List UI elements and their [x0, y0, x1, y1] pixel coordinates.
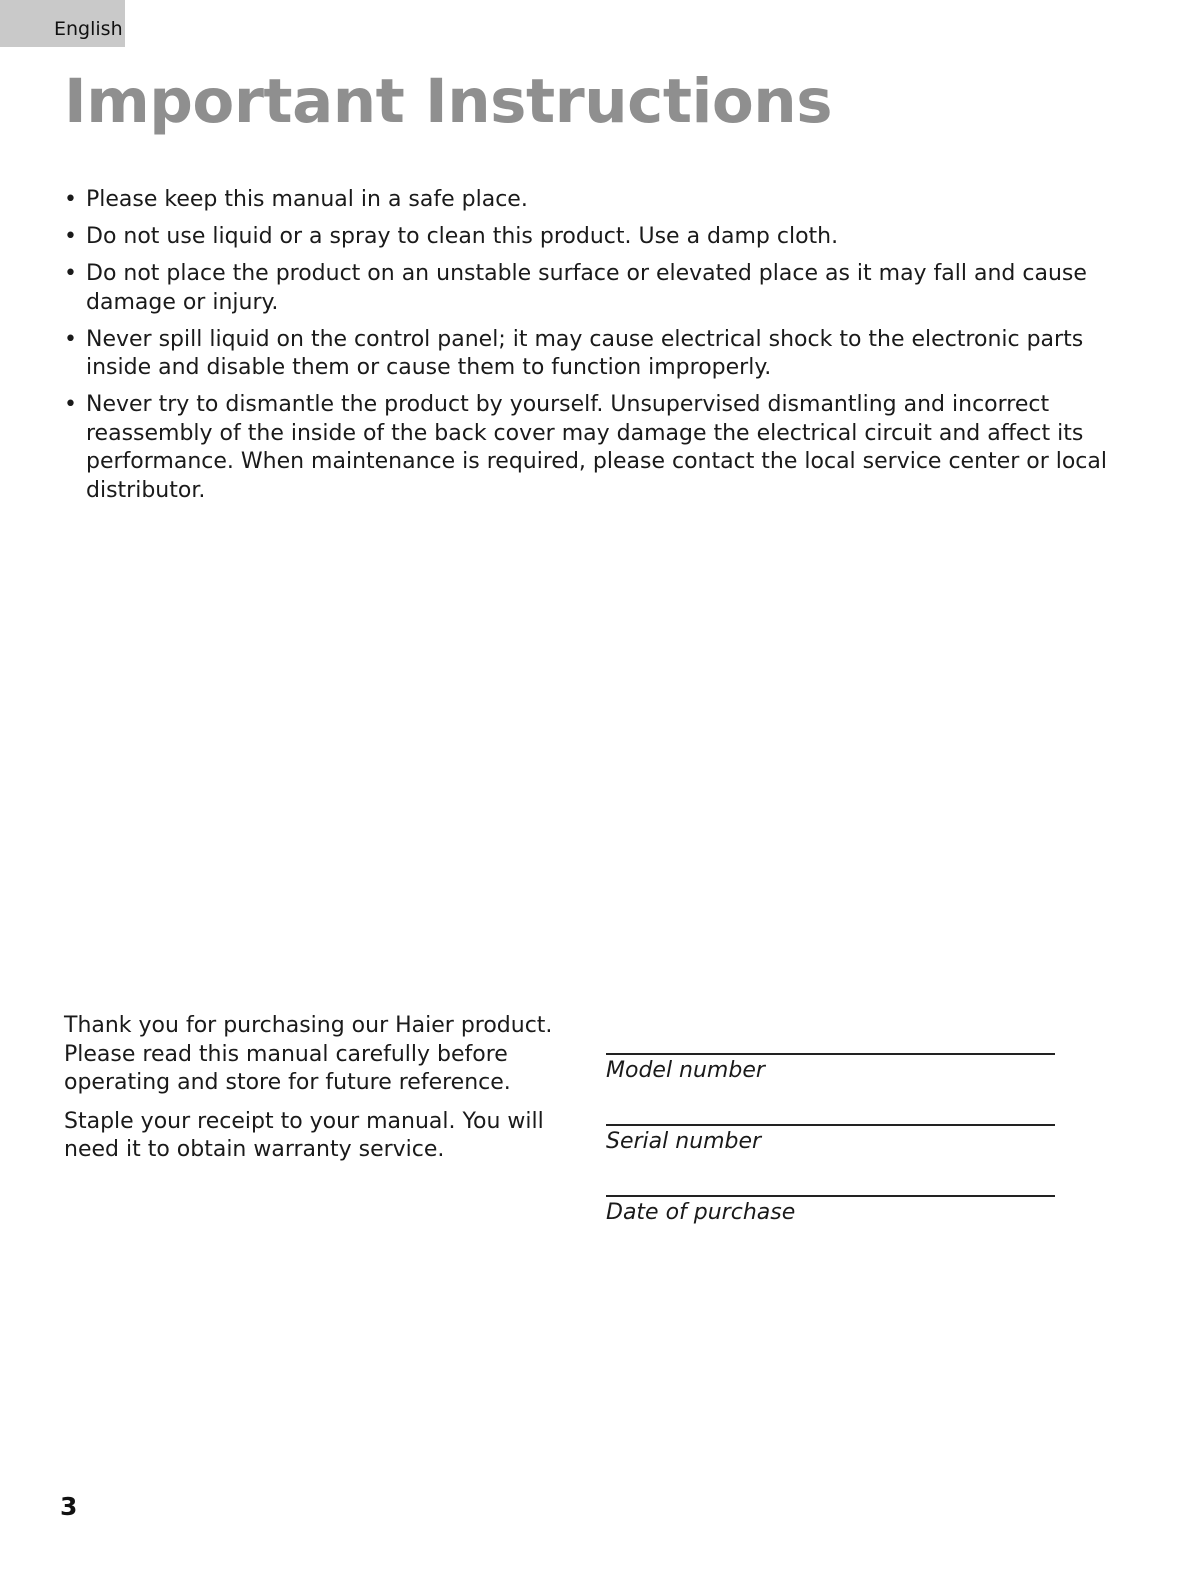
bullet-icon: • [64, 261, 77, 286]
list-item [64, 186, 1120, 215]
list-item-text: Never spill liquid on the control panel; it may cause electrical shock to the electronic parts inside and disable them or cause them to function improperly. [86, 326, 1084, 380]
receipt-paragraph: Staple your receipt to your manual. You will need it to obtain warranty service. [64, 1108, 544, 1162]
model-number-label: Model number [606, 1058, 765, 1083]
serial-number-field [606, 1124, 1055, 1157]
page-title: Important Instructions [64, 66, 833, 137]
bullet-icon: • [64, 187, 77, 212]
serial-number-label: Serial number [606, 1129, 762, 1154]
list-item [64, 223, 1120, 252]
list-item [64, 326, 1120, 383]
model-number-field [606, 1053, 1055, 1086]
instruction-list [64, 186, 1120, 514]
intro-text [64, 1012, 586, 1175]
thanks-paragraph: Thank you for purchasing our Haier product. Please read this manual carefully before operating and store for future reference. [64, 1013, 553, 1095]
list-item-text: Do not place the product on an unstable surface or elevated place as it may fall and cause damage or injury. [86, 261, 1087, 315]
list-item-text: Do not use liquid or a spray to clean this product. Use a damp cloth. [86, 224, 839, 249]
list-item-text: Please keep this manual in a safe place. [86, 187, 528, 212]
page-number: 3 [60, 1492, 78, 1521]
date-of-purchase-field [606, 1195, 1055, 1228]
language-tab-label: English [54, 18, 123, 40]
bullet-icon: • [64, 392, 77, 417]
list-item [64, 391, 1120, 505]
language-tab [0, 0, 125, 47]
bullet-icon: • [64, 224, 77, 249]
list-item [64, 260, 1120, 317]
date-of-purchase-label: Date of purchase [606, 1200, 796, 1225]
bullet-icon: • [64, 326, 77, 352]
list-item-text: Never try to dismantle the product by yourself. Unsupervised dismantling and incorrect reassembly of the inside of the back cover may damage the electrical circuit and affect its performance. When maintenance is required, please contact the local service center or local distributor. [86, 392, 1107, 503]
